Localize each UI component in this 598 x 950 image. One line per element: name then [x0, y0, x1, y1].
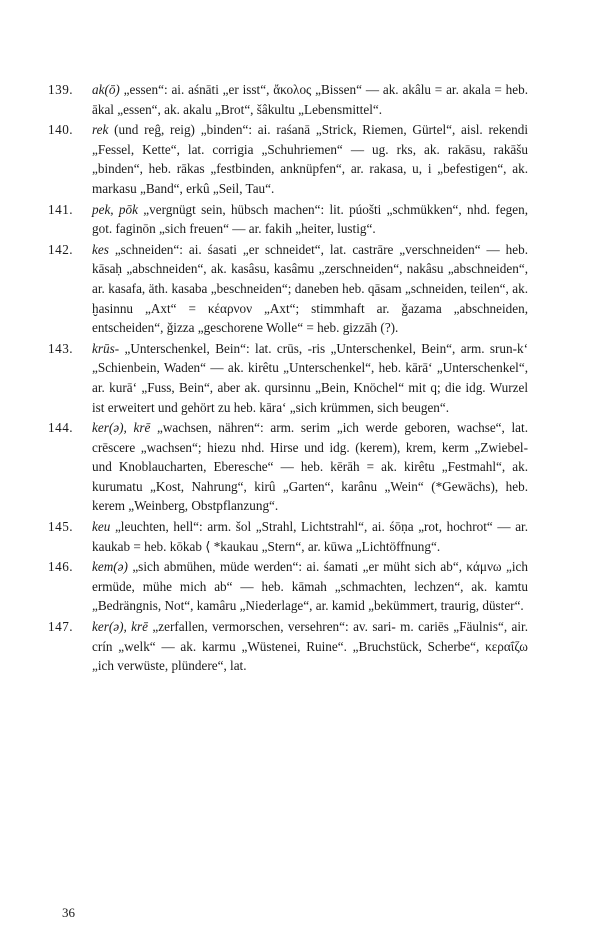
entry-text: „essen“: ai. aśnāti „er isst“, ἄκολος „Bissen“ — ak. akâlu = ar. akala = heb. ākal „essen“, ak. akalu „Brot“, šâkultu „Lebensmittel“. [92, 82, 528, 117]
list-item [48, 517, 529, 556]
page-number: 36 [62, 905, 75, 920]
entry-number: 141. [48, 201, 74, 217]
entry-number: 143. [48, 340, 74, 356]
entry-number: 140. [48, 122, 74, 138]
entry-text: „sich abmühen, müde werden“: ai. śamati „er müht sich ab“, κάμνω „ich ermüde, mühe mich ab“ — heb. kāmah „schmachten, lechzen“, ak. kamtu „Bedrängnis, Not“, kamâru „Niederlage“, ar. kamid „bekümmert, traurig, düster“. [92, 559, 528, 614]
entry-number: 147. [48, 619, 74, 635]
entry-text: „wachsen, nähren“: arm. serim „ich werde geboren, wachse“, lat. crēscere „wachsen“; hiezu nhd. Hirse und idg. (kerem), krem, kerm „Zwiebel- und Knoblaucharten, Eberesche“ — heb. kērāh = ak. kirêtu „Festmahl“, ak. kurumatu „Kost, Nahrung“, kirû „Garten“, karânu „Wein“ (*Gewächs), heb. kerem „Weinberg, Obstpflanzung“. [92, 420, 528, 514]
entry-list [48, 80, 529, 677]
entry-text: „schneiden“: ai. śasati „er schneidet“, lat. castrāre „verschneiden“ — heb. kāsaḥ „abschneiden“, ak. kasâsu, kasâmu „zerschneiden“, nakâsu „abschneiden“, ar. kasafa, äth. kasaba „beschneiden“; daneben heb. qāsam „schneiden, teilen“, ak. ḫasinnu „Axt“ = κέαρνον „Axt“; stimmhaft ar. ǧazama „abschneiden, entscheiden“, ǧizza „geschorene Wolle“ = heb. gizzāh (?). [92, 241, 528, 336]
entry-headword: pek, pōk [92, 201, 138, 217]
list-item [48, 200, 529, 239]
entry-headword: kem(ə) [92, 559, 128, 575]
entry-number: 142. [48, 241, 74, 257]
entry-headword: ker(ə), krē [92, 619, 149, 635]
entry-headword: rek [92, 122, 109, 138]
entry-headword: krūs- [92, 340, 120, 356]
entry-headword: kes [92, 241, 109, 257]
entry-headword: keu [92, 519, 111, 535]
entry-number: 139. [48, 82, 74, 97]
list-item [48, 557, 528, 616]
entry-headword: ak(ō) [92, 82, 120, 97]
list-item [48, 617, 528, 676]
entry-number: 144. [48, 420, 74, 436]
list-item [48, 418, 528, 516]
list-item [48, 80, 528, 119]
entry-text: „Unterschenkel, Bein“: lat. crūs, -ris „Unterschenkel, Bein“, arm. srun-k‘ „Schienbein, Waden“ — ak. kirêtu „Unterschenkel“, heb. kārā‘ „Unterschenkel“, ar. kurā‘ „Fuss, Bein“, aber ak. qursinnu „Bein, Knöchel“ mit q; die idg. Wurzel ist erweitert und gehört zu heb. kāra‘ „sich krümmen, sich beugen“. [92, 340, 529, 415]
entry-text: „leuchten, hell“: arm. šol „Strahl, Lichtstrahl“, ai. śōṇa „rot, hochrot“ — ar. kaukab = heb. kōkab ⟨ *kaukau „Stern“, ar. kūwa „Lichtöffnung“. [92, 519, 529, 554]
entry-text: „zerfallen, vermorschen, versehren“: av. sari- m. cariēs „Fäulnis“, air. crín „welk“ — ak. karmu „Wüstenei, Ruine“. „Bruchstück, Scherbe“, κεραΐζω „ich verwüste, plündere“, lat. [92, 619, 528, 674]
entry-text: (und reĝ, reig) „binden“: ai. raśanā „Strick, Riemen, Gürtel“, aisl. rekendi „Fessel, Kette“, lat. corrigia „Schuhriemen“ — ug. rks, ak. rakāsu, rakāšu „binden“, heb. rākas „festbinden, anknüpfen“, ar. rakasa, u, i „befestigen“, ak. markasu „Band“, erkû „Seil, Tau“. [92, 122, 528, 196]
entry-headword: ker(ə), krē [92, 420, 151, 436]
list-item [48, 240, 528, 338]
entry-text: „vergnügt sein, hübsch machen“: lit. púošti „schmükken“, nhd. fegen, got. faginōn „sich freuen“ — ar. fakih „heiter, lustig“. [92, 201, 529, 237]
entry-number: 146. [48, 559, 74, 575]
list-item [48, 120, 528, 198]
entry-number: 145. [48, 519, 74, 535]
list-item [48, 339, 529, 417]
